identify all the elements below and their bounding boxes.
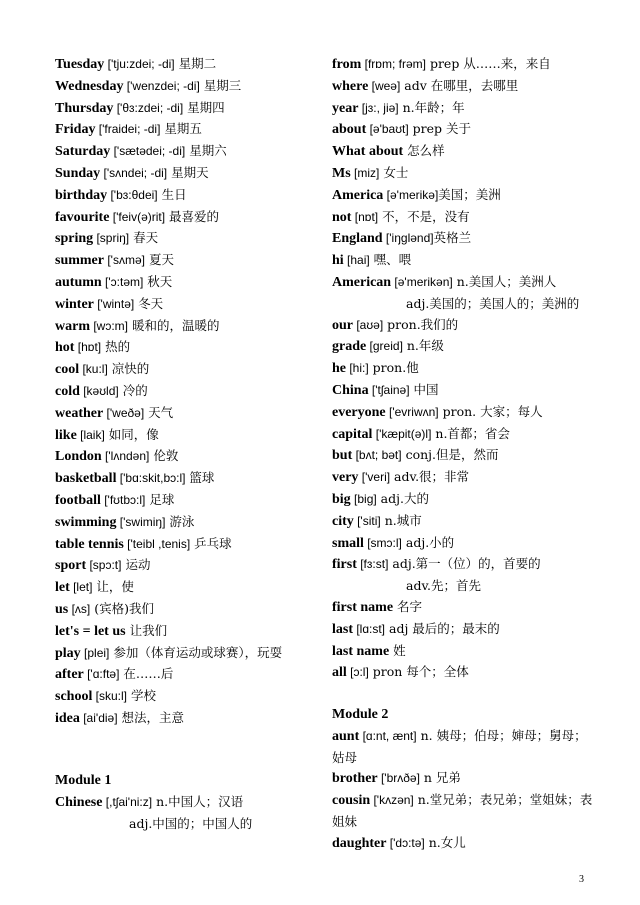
vocab-entry	[55, 316, 317, 338]
vocab-entry	[55, 359, 317, 381]
definition: pron.我们的	[383, 316, 459, 332]
vocab-word: American	[332, 274, 392, 290]
phonetic: [spriŋ]	[93, 231, 130, 246]
vocab-word: let's = let us	[55, 623, 126, 639]
definition: 星期三	[199, 77, 242, 93]
phonetic: ['veri]	[358, 470, 391, 485]
vocab-word: Saturday	[55, 144, 111, 160]
vocab-entry	[332, 533, 594, 555]
vocab-word: England	[332, 231, 383, 247]
definition: 让，使	[92, 579, 134, 595]
phonetic: [fɜ:st]	[356, 557, 389, 572]
vocab-entry	[55, 228, 317, 250]
vocab-entry	[55, 468, 317, 490]
vocab-entry	[55, 381, 317, 403]
vocab-entry	[332, 250, 594, 272]
definition: (宾格)我们	[90, 600, 154, 616]
vocab-word: all	[332, 665, 347, 681]
phonetic: [hɒt]	[74, 340, 102, 355]
definition: adj.第一（位）的，首要的	[388, 556, 541, 572]
definition: n.堂兄弟；表兄弟；堂姐妹；表姐妹	[332, 792, 593, 829]
vocab-word: small	[332, 535, 364, 551]
vocab-entry	[55, 599, 317, 621]
phonetic: ['brʌðə]	[377, 771, 420, 786]
vocab-word: last	[332, 621, 353, 637]
left-column	[55, 54, 317, 835]
definition: 热的	[101, 339, 131, 355]
vocab-entry	[332, 402, 594, 424]
definition: 想法，主意	[117, 709, 185, 725]
definition: 星期四	[183, 99, 225, 115]
vocab-entry	[55, 621, 317, 643]
definition: 凉快的	[107, 361, 150, 377]
phonetic: ['sætədei; -di]	[110, 144, 186, 159]
right-column	[332, 54, 594, 854]
phonetic: ['bɜ:θdei]	[107, 187, 158, 202]
definition: adv.很；非常	[390, 469, 470, 485]
definition: adv 在哪里，去哪里	[400, 77, 519, 93]
phonetic: ['ɔ:təm]	[101, 274, 144, 289]
vocab-word: hot	[55, 340, 75, 356]
definition: n.年级	[402, 338, 444, 354]
definition: 游泳	[165, 513, 195, 529]
definition: prep 从……来，来自	[425, 56, 551, 71]
definition: 星期五	[160, 121, 202, 137]
vocab-word: Sunday	[55, 165, 101, 181]
vocab-word: very	[332, 470, 359, 486]
vocab-entry	[332, 768, 594, 790]
vocab-word: he	[332, 361, 346, 377]
phonetic: [ə'merikən]	[391, 274, 453, 289]
vocab-entry	[332, 207, 594, 229]
phonetic: [laik]	[76, 427, 105, 442]
vocab-word: swimming	[55, 514, 117, 530]
phonetic: [wɔ:m]	[90, 318, 128, 333]
phonetic: ['ɑ:ftə]	[83, 667, 120, 682]
definition: 美国；美洲	[438, 186, 501, 202]
definition: 乒乓球	[190, 535, 232, 551]
vocab-entry	[55, 512, 317, 534]
vocab-entry: American [ə'merikən] n.美国人；美洲人 adj.美国的；美国人的；美洲的	[332, 273, 580, 311]
definition: 学校	[127, 688, 157, 704]
phonetic: [nɒt]	[351, 209, 379, 224]
vocab-entry	[55, 54, 317, 76]
phonetic: ['θɜ:zdei; -di]	[113, 100, 184, 115]
definition: adj 最后的；最末的	[385, 620, 500, 636]
definition: 夏天	[144, 252, 174, 268]
vocab-entry	[332, 315, 594, 337]
phonetic: [kəʊld]	[79, 383, 119, 398]
vocab-entry	[332, 76, 594, 98]
definition: 让我们	[125, 622, 168, 638]
definition: prep 关于	[408, 121, 472, 137]
definition: 暖和的，温暖的	[128, 317, 220, 333]
phonetic: ['tju:zdei; -di]	[104, 57, 175, 71]
definition: n. 姨母；伯母；婶母；舅母；姑母	[332, 727, 587, 765]
vocab-entry	[55, 708, 317, 730]
phonetic: ['dɔ:tə]	[386, 835, 425, 850]
vocab-entry	[55, 119, 317, 141]
vocab-word: London	[55, 449, 102, 465]
vocab-entry	[55, 577, 317, 599]
phonetic: [hi:]	[346, 361, 369, 376]
vocab-word: first	[332, 557, 357, 573]
vocab-entry	[332, 54, 594, 76]
vocab-word: Chinese	[55, 795, 103, 811]
vocab-entry	[55, 490, 317, 512]
vocab-word: warm	[55, 318, 90, 334]
definition: 中国	[409, 381, 439, 397]
definition: 女士	[379, 164, 409, 180]
definition: 英格兰	[433, 230, 472, 246]
vocab-word: sport	[55, 558, 87, 574]
vocab-entry	[332, 467, 594, 489]
vocab-word: about	[332, 122, 367, 138]
vocab-entry	[55, 141, 317, 163]
vocab-entry	[332, 424, 594, 446]
vocab-word: not	[332, 209, 352, 225]
vocab-entry	[332, 790, 594, 833]
vocab-entry	[332, 511, 594, 533]
definition: adj.大的	[376, 490, 429, 506]
phonetic: ['evriwʌn]	[385, 404, 439, 419]
definition: 最喜爱的	[165, 208, 220, 224]
phonetic: [miz]	[350, 165, 380, 180]
vocab-entry	[332, 98, 594, 120]
vocab-word: big	[332, 491, 351, 507]
vocab-word: Tuesday	[55, 57, 105, 72]
definition: 怎么样	[403, 143, 445, 159]
vocab-entry	[332, 833, 594, 855]
definition: 参加（体育运动或球赛），玩耍	[109, 644, 283, 660]
vocab-entry	[332, 119, 594, 141]
vocab-word: play	[55, 645, 81, 661]
phonetic: [ə'baʊt]	[366, 122, 409, 137]
definition: 春天	[129, 230, 159, 246]
definition: adj.小的	[401, 534, 455, 550]
vocab-entry	[332, 380, 594, 402]
page-number: 3	[579, 874, 584, 885]
definition: 生日	[157, 186, 187, 202]
vocab-word: cold	[55, 383, 80, 399]
vocab-word: aunt	[332, 728, 360, 744]
phonetic: [big]	[350, 491, 377, 506]
phonetic: ['weðə]	[103, 405, 145, 420]
phonetic: [sku:l]	[92, 689, 128, 704]
vocab-entry	[55, 403, 317, 425]
phonetic: [spɔ:t]	[86, 558, 122, 573]
vocab-word: daughter	[332, 835, 387, 851]
definition: 足球	[145, 491, 175, 507]
vocab-entry	[55, 76, 317, 98]
vocab-word: let	[55, 580, 70, 596]
phonetic: [frɒm; frəm]	[361, 57, 426, 71]
definition: 伦敦	[149, 448, 179, 464]
vocab-word: grade	[332, 339, 367, 355]
vocab-word: last name	[332, 643, 390, 659]
phonetic: [hai]	[343, 253, 370, 268]
vocab-word: China	[332, 382, 369, 398]
phonetic: [weə]	[368, 78, 401, 93]
vocab-entry	[332, 141, 594, 163]
definition: n.城市	[380, 512, 422, 528]
phonetic: ['siti]	[353, 513, 381, 528]
phonetic: ['fraidei; -di]	[95, 122, 161, 137]
vocab-entry	[55, 446, 317, 468]
vocab-entry	[55, 792, 317, 814]
definition: 冷的	[118, 382, 148, 398]
vocab-entry	[332, 554, 594, 576]
vocab-entry	[332, 489, 594, 511]
definition: 名字	[393, 598, 423, 614]
vocab-entry	[332, 597, 594, 619]
definition: n.年龄；年	[398, 99, 465, 115]
vocab-word: Ms	[332, 165, 351, 181]
phonetic: [jɜ:, jiə]	[358, 100, 399, 115]
definition: 星期天	[167, 164, 209, 180]
phonetic: [smɔ:l]	[363, 535, 402, 550]
vocab-word: city	[332, 513, 354, 529]
definition: n.美国人；美洲人	[452, 273, 557, 289]
vocab-word: everyone	[332, 404, 386, 420]
module-heading: Module 1	[55, 773, 112, 789]
vocab-entry	[332, 358, 594, 380]
vocab-word: brother	[332, 771, 378, 787]
vocab-word: What about	[332, 144, 404, 160]
phonetic: ['kæpit(ə)l]	[372, 426, 432, 441]
definition-continued: adv.先；首先	[406, 578, 482, 594]
vocab-entry	[332, 619, 594, 641]
definition: 秋天	[143, 273, 173, 289]
definition: n 兄弟	[419, 770, 461, 786]
vocab-word: idea	[55, 710, 80, 726]
phonetic: [ku:l]	[79, 362, 108, 377]
vocab-word: after	[55, 667, 84, 683]
vocab-word: autumn	[55, 274, 102, 290]
module-heading: Module 2	[332, 706, 389, 722]
vocab-word: us	[55, 601, 69, 617]
phonetic: [plei]	[80, 645, 110, 660]
definition: conj.但是，然而	[401, 447, 499, 463]
vocab-word: winter	[55, 296, 94, 312]
phonetic: ['sʌmə]	[104, 253, 145, 268]
phonetic: ['bɑ:skit,bɔ:l]	[116, 471, 186, 486]
vocab-word: Friday	[55, 122, 96, 138]
vocab-entry	[332, 662, 594, 684]
definition: 冬天	[134, 295, 164, 311]
phonetic: [greid]	[366, 339, 403, 354]
definition: 运动	[121, 557, 151, 573]
phonetic: [aʊə]	[353, 317, 384, 332]
vocab-entry	[55, 294, 317, 316]
phonetic: [lɑ:st]	[353, 621, 386, 636]
vocab-word: birthday	[55, 187, 108, 203]
phonetic: ['swimiŋ]	[116, 514, 166, 529]
phonetic: ['teibl ,tenis]	[123, 536, 191, 551]
vocab-entry	[332, 445, 594, 467]
phonetic: ['fʊtbɔ:l]	[100, 492, 146, 507]
vocab-entry	[55, 98, 317, 120]
vocab-entry	[55, 185, 317, 207]
vocab-entry	[55, 664, 317, 686]
definition: 嘿、喂	[369, 252, 412, 268]
vocab-entry	[55, 555, 317, 577]
phonetic: [ai'diə]	[79, 710, 118, 725]
phonetic: [let]	[69, 580, 93, 595]
vocab-word: cool	[55, 362, 80, 378]
phonetic: ['kʌzən]	[370, 793, 414, 808]
vocab-entry	[332, 228, 594, 250]
phonetic: ['wintə]	[93, 296, 135, 311]
vocab-entry	[55, 686, 317, 708]
vocab-word: hi	[332, 253, 344, 269]
vocab-word: summer	[55, 253, 104, 269]
vocab-word: first name	[332, 599, 394, 615]
phonetic: ['wenzdei; -di]	[123, 78, 200, 93]
vocab-entry	[55, 534, 317, 556]
vocab-entry	[332, 163, 594, 185]
vocab-entry	[55, 337, 317, 359]
phonetic: [ʌs]	[68, 601, 91, 616]
definition: 如同，像	[104, 426, 159, 442]
definition: 天气	[144, 404, 174, 420]
vocab-word: year	[332, 100, 359, 116]
phonetic: ['feiv(ə)rit]	[109, 209, 166, 224]
vocab-entry	[332, 185, 594, 207]
definition: 在……后	[119, 666, 174, 682]
definition: n.中国人；汉语	[152, 794, 244, 810]
phonetic: ['iŋglənd]	[382, 231, 434, 246]
vocab-word: but	[332, 448, 353, 464]
vocab-entry	[55, 207, 317, 229]
vocab-word: football	[55, 492, 101, 508]
vocab-entry	[55, 163, 317, 185]
phonetic: [ɑ:nt, ænt]	[359, 728, 417, 743]
vocab-word: our	[332, 317, 353, 333]
vocab-word: basketball	[55, 471, 117, 487]
phonetic: ['sʌndei; -di]	[100, 165, 168, 180]
vocab-word: Thursday	[55, 100, 114, 116]
vocab-entry	[55, 272, 317, 294]
vocab-entry	[332, 336, 594, 358]
vocab-entry	[55, 643, 317, 665]
definition: pron 每个；全体	[368, 664, 469, 680]
phonetic: ['lʌndən]	[101, 449, 150, 464]
vocab-entry	[55, 425, 317, 447]
vocab-word: cousin	[332, 793, 371, 809]
phonetic: ['tʃainə]	[368, 382, 410, 397]
vocab-word: school	[55, 689, 93, 705]
vocab-entry	[332, 641, 594, 663]
vocab-entry	[332, 726, 594, 769]
definition: 姓	[389, 642, 406, 658]
vocab-word: weather	[55, 405, 104, 421]
definition: pron. 大家；每人	[438, 403, 543, 419]
vocab-word: America	[332, 187, 384, 203]
vocab-entry	[55, 250, 317, 272]
definition-continued: adj.中国的；中国人的	[129, 815, 253, 831]
vocab-word: capital	[332, 426, 373, 442]
vocab-word: table tennis	[55, 536, 124, 552]
definition: 不，不是，没有	[378, 208, 470, 224]
definition: 篮球	[185, 470, 215, 486]
vocab-word: from	[332, 57, 362, 72]
phonetic: [ə'merikə]	[383, 187, 439, 202]
definition: 星期二	[174, 56, 217, 71]
phonetic: [bʌt; bət]	[352, 448, 402, 463]
vocab-word: like	[55, 427, 77, 443]
definition: 星期六	[185, 143, 227, 159]
vocab-word: where	[332, 78, 369, 94]
definition: n.女儿	[424, 834, 466, 850]
vocab-word: Wednesday	[55, 78, 124, 94]
vocab-word: favourite	[55, 209, 110, 225]
phonetic: [,tʃai'ni:z]	[102, 795, 153, 810]
vocab-word: spring	[55, 231, 94, 247]
definition: pron.他	[368, 360, 419, 376]
phonetic: [ɔ:l]	[346, 665, 369, 680]
definition: n.首都；省会	[431, 425, 510, 441]
